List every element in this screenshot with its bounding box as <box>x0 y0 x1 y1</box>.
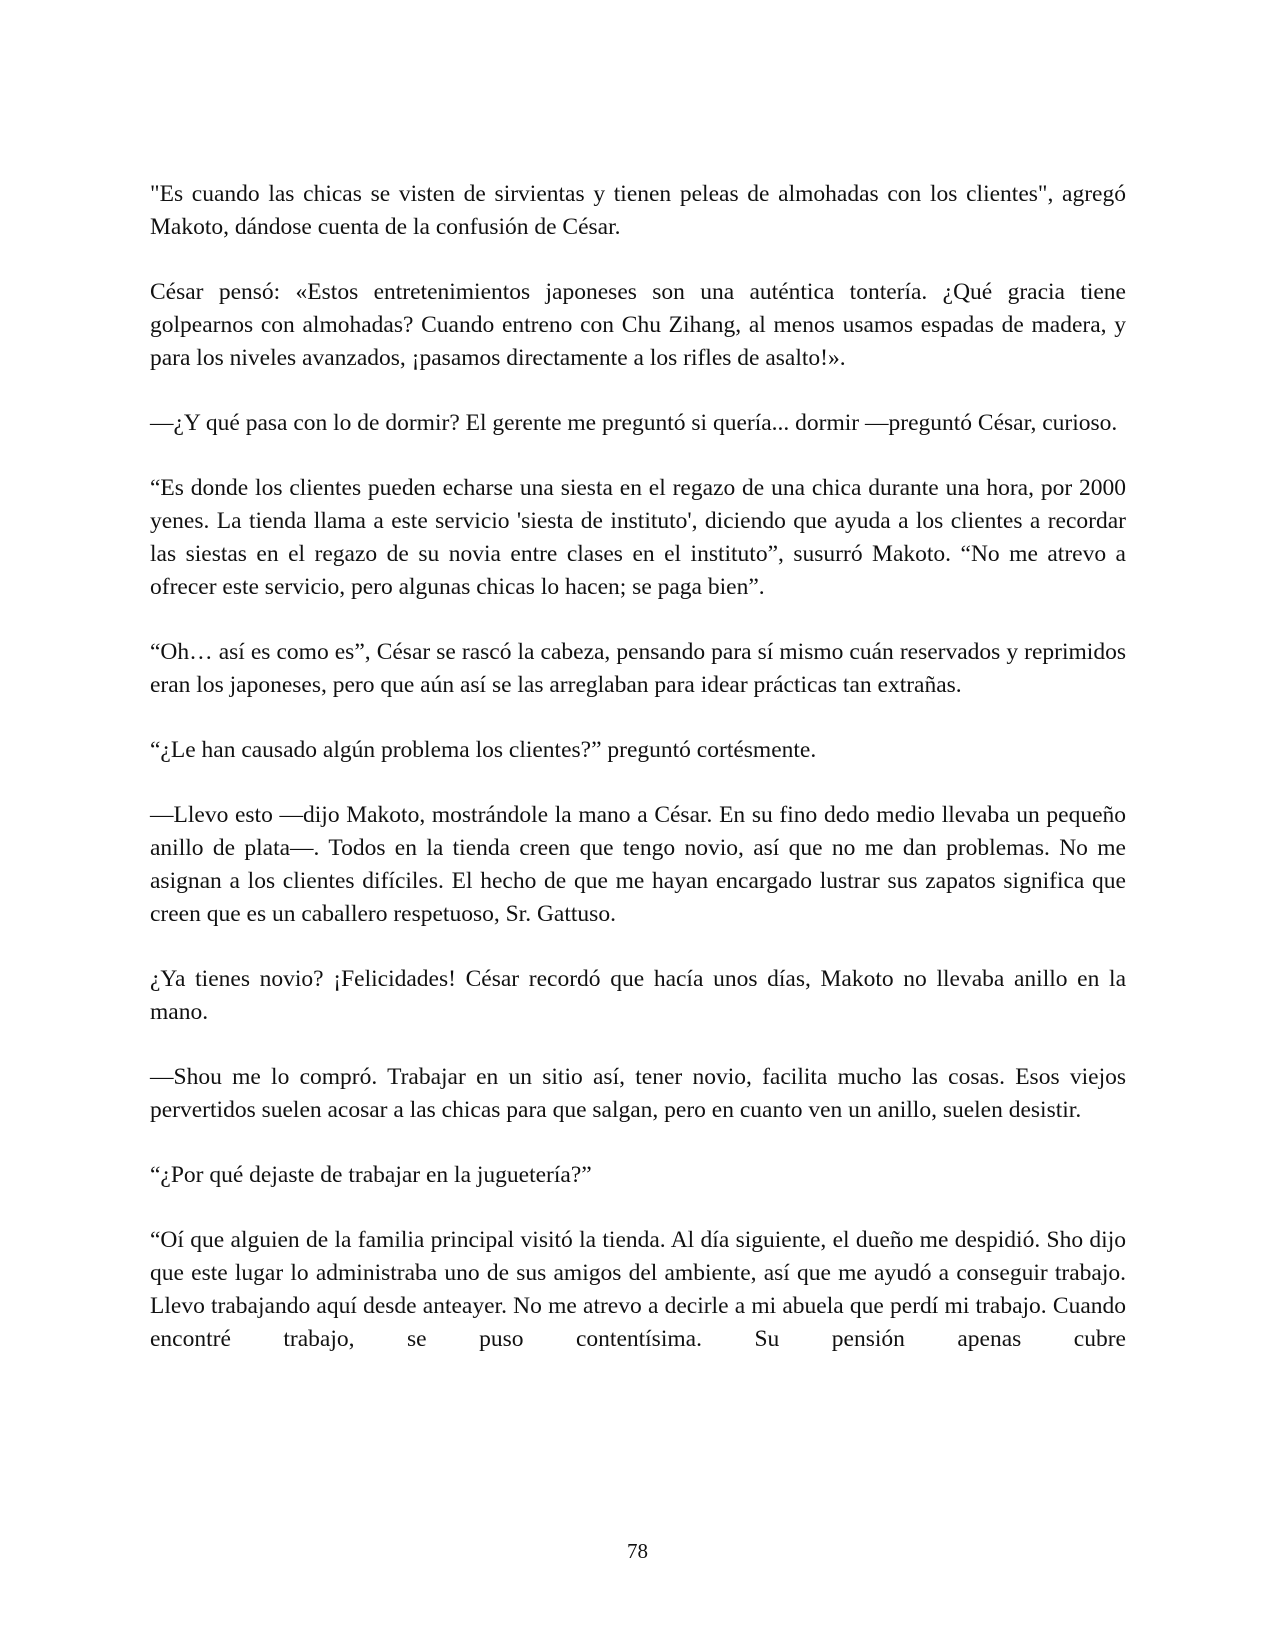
paragraph: "Es cuando las chicas se visten de sirvientas y tienen peleas de almohadas con los clientes", agregó Makoto, dándose cuenta de la confusión de César. <box>150 181 1126 240</box>
paragraph: “¿Le han causado algún problema los clientes?” preguntó cortésmente. <box>150 737 817 763</box>
page-number: 78 <box>627 1539 648 1563</box>
paragraph: “¿Por qué dejaste de trabajar en la juguetería?” <box>150 1162 592 1188</box>
paragraph: —Llevo esto —dijo Makoto, mostrándole la mano a César. En su fino dedo medio llevaba un pequeño anillo de plata—. Todos en la tienda creen que tengo novio, así que no me dan problemas. No me asignan a los clientes difíciles. El hecho de que me hayan encargado lustrar sus zapatos significa que creen que es un caballero respetuoso, Sr. Gattuso. <box>150 802 1126 927</box>
paragraph: “Oí que alguien de la familia principal visitó la tienda. Al día siguiente, el dueño me despidió. Sho dijo que este lugar lo administraba uno de sus amigos del ambiente, así que me ayudó a conseguir trabajo. Llevo trabajando aquí desde anteayer. No me atrevo a decirle a mi abuela que perdí mi trabajo. Cuando encontré trabajo, se puso contentísima. Su pensión apenas cubre <box>150 1227 1126 1352</box>
paragraph: “Oh… así es como es”, César se rascó la cabeza, pensando para sí mismo cuán reservados y reprimidos eran los japoneses, pero que aún así se las arreglaban para idear prácticas tan extrañas. <box>150 639 1126 698</box>
paragraph: “Es donde los clientes pueden echarse una siesta en el regazo de una chica durante una hora, por 2000 yenes. La tienda llama a este servicio 'siesta de instituto', diciendo que ayuda a los clientes a recordar las siestas en el regazo de su novia entre clases en el instituto”, susurró Makoto. “No me atrevo a ofrecer este servicio, pero algunas chicas lo hacen; se paga bien”. <box>150 475 1126 600</box>
paragraph: César pensó: «Estos entretenimientos japoneses son una auténtica tontería. ¿Qué gracia tiene golpearnos con almohadas? Cuando entreno con Chu Zihang, al menos usamos espadas de madera, y para los niveles avanzados, ¡pasamos directamente a los rifles de asalto!». <box>150 279 1126 371</box>
paragraph: ¿Ya tienes novio? ¡Felicidades! César recordó que hacía unos días, Makoto no llevaba anillo en la mano. <box>150 966 1126 1025</box>
paragraph: —Shou me lo compró. Trabajar en un sitio así, tener novio, facilita mucho las cosas. Esos viejos pervertidos suelen acosar a las chicas para que salgan, pero en cuanto ven un anillo, suelen desistir. <box>150 1064 1126 1123</box>
paragraph: —¿Y qué pasa con lo de dormir? El gerente me preguntó si quería... dormir —preguntó César, curioso. <box>150 410 1118 436</box>
page-body <box>150 178 1126 1356</box>
